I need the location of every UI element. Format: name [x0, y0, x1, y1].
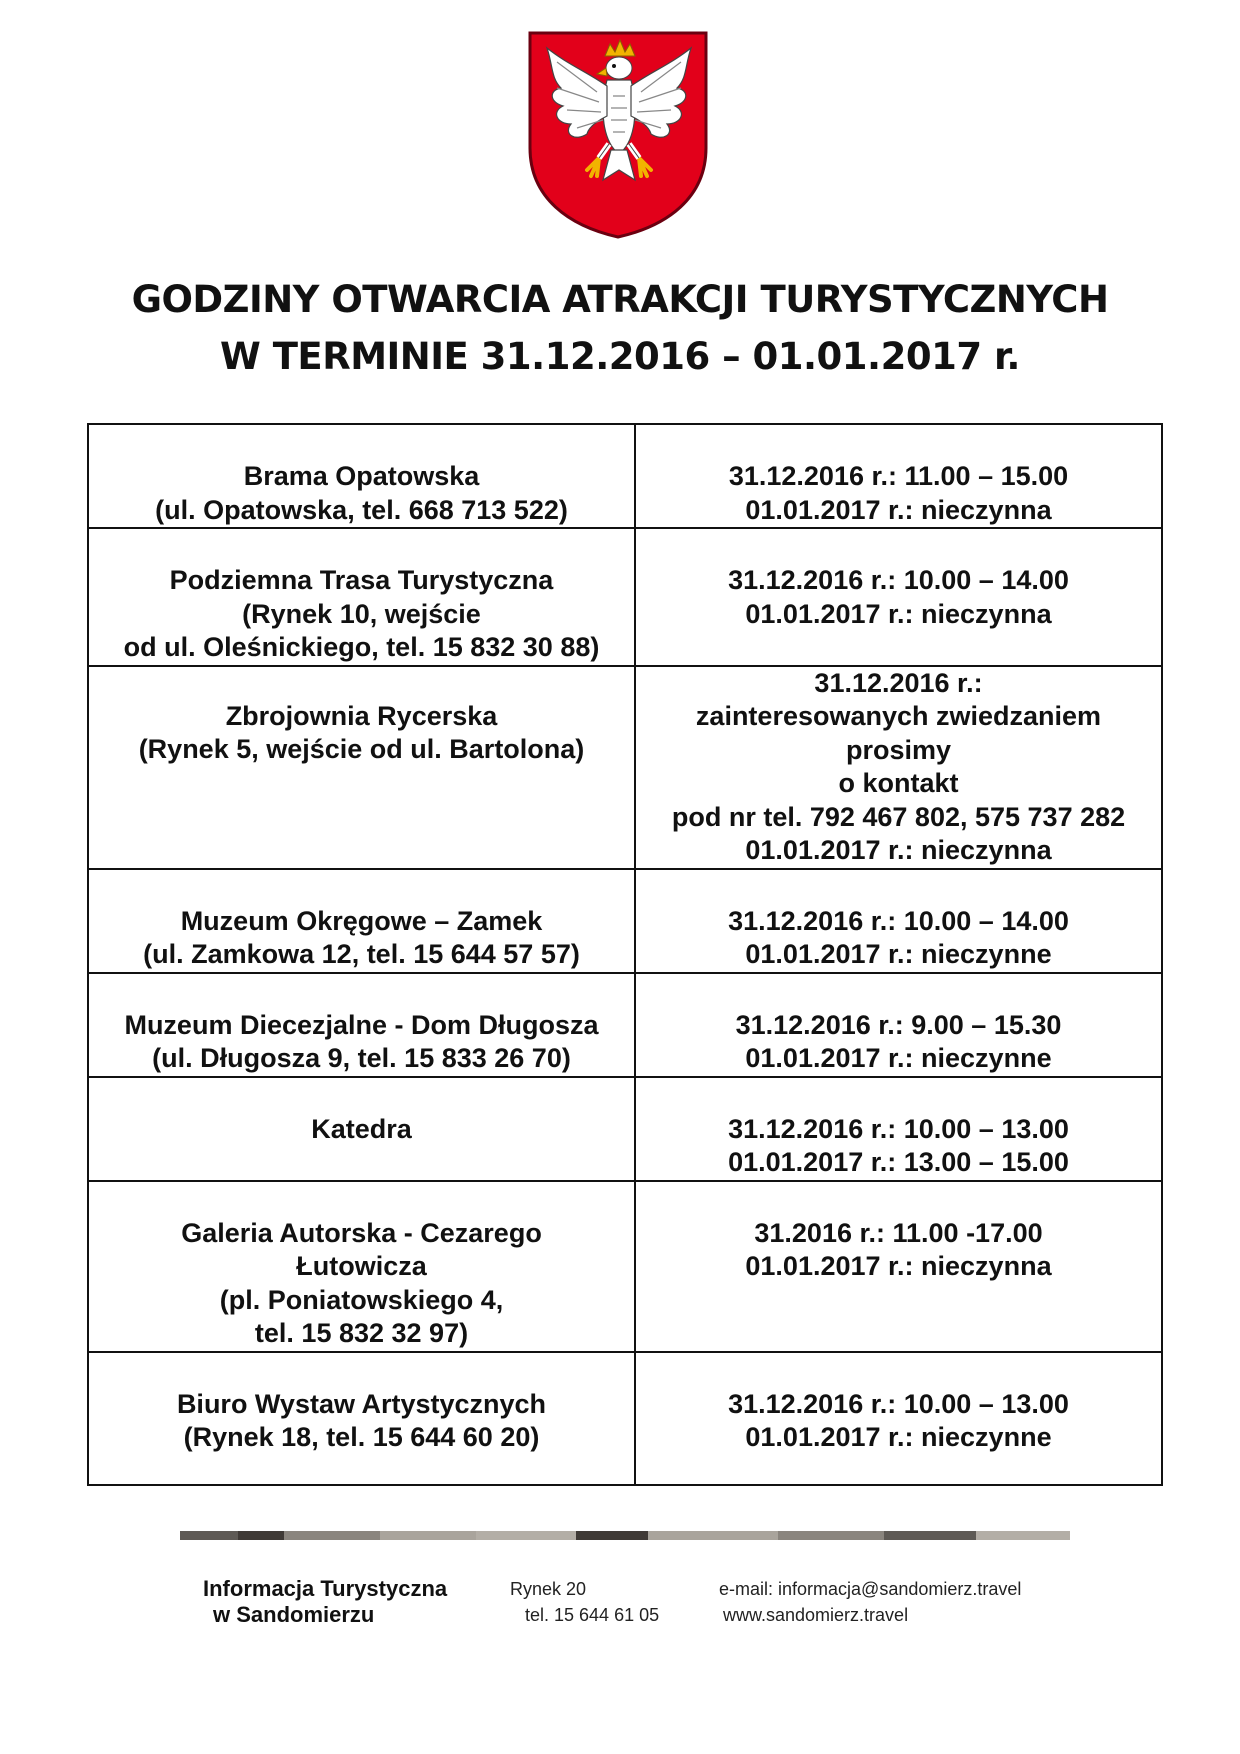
coat-of-arms — [527, 30, 709, 240]
footer-street: Rynek 20 — [510, 1579, 587, 1599]
divider-segment — [778, 1531, 884, 1540]
attraction-name: Brama Opatowska — [243, 461, 480, 491]
footer-contact — [719, 1576, 1021, 1628]
attraction-name: Biuro Wystaw Artystycznych — [176, 1388, 547, 1419]
attraction-name: Muzeum Okręgowe – Zamek — [180, 905, 543, 936]
table-row — [88, 1181, 1162, 1352]
hours-cell — [635, 1352, 1162, 1485]
attraction-address: tel. 15 832 32 97) — [254, 1318, 469, 1348]
attraction-address: od ul. Oleśnickiego, tel. 15 832 30 88) — [123, 632, 600, 662]
attraction-address: (ul. Zamkowa 12, tel. 15 644 57 57) — [143, 939, 580, 969]
hours-line: 01.01.2017 r.: nieczynne — [745, 1422, 1052, 1452]
hours-line: 01.01.2017 r.: nieczynna — [745, 494, 1052, 525]
attraction-name: Podziemna Trasa Turystyczna — [169, 565, 554, 595]
attraction-address: (Rynek 5, wejście od ul. Bartolona) — [138, 734, 585, 764]
footer-org-line: w Sandomierzu — [213, 1602, 375, 1627]
attraction-address: (ul. Opatowska, tel. 668 713 522) — [155, 494, 568, 525]
table-row — [88, 528, 1162, 666]
footer-organization — [203, 1576, 447, 1628]
hours-line: 31.12.2016 r.: 10.00 – 14.00 — [728, 905, 1069, 936]
hours-line: zainteresowanych zwiedzaniem — [695, 701, 1102, 731]
divider-segment — [576, 1531, 648, 1540]
footer-email-link[interactable]: e-mail: informacja@sandomierz.travel — [719, 1579, 1022, 1599]
divider-segment — [284, 1531, 380, 1540]
attraction-name: Muzeum Diecezjalne - Dom Długosza — [124, 1009, 599, 1040]
attraction-cell — [88, 1352, 635, 1485]
hours-line: 01.01.2017 r.: nieczynne — [745, 939, 1052, 969]
attraction-name: Łutowicza — [296, 1251, 427, 1281]
hours-cell — [635, 973, 1162, 1077]
hours-line: 31.12.2016 r.: 10.00 – 13.00 — [728, 1388, 1069, 1419]
hours-line: 01.01.2017 r.: nieczynna — [745, 1251, 1052, 1281]
hours-line: 31.12.2016 r.: 10.00 – 14.00 — [728, 565, 1069, 595]
footer-address — [510, 1576, 659, 1628]
hours-line: 01.01.2017 r.: 13.00 – 15.00 — [728, 1147, 1069, 1177]
table-row — [88, 666, 1162, 869]
table-row — [88, 973, 1162, 1077]
divider-segment — [380, 1531, 476, 1540]
table-row — [88, 1352, 1162, 1485]
hours-line: 31.12.2016 r.: 10.00 – 13.00 — [728, 1113, 1069, 1144]
hours-line: 31.12.2016 r.: — [814, 667, 983, 698]
page-title-line-1: GODZINY OTWARCIA ATRAKCJI TURYSTYCZNYCH — [131, 278, 1109, 321]
opening-hours-table — [87, 423, 1163, 1486]
hours-cell — [635, 1181, 1162, 1352]
hours-line: prosimy — [845, 734, 952, 765]
footer-divider — [180, 1531, 1070, 1540]
attraction-cell — [88, 528, 635, 666]
table-row — [88, 1077, 1162, 1181]
table-row — [88, 869, 1162, 973]
hours-cell — [635, 869, 1162, 973]
page-title-line-2: W TERMINIE 31.12.2016 – 01.01.2017 r. — [220, 335, 1020, 378]
divider-segment — [884, 1531, 976, 1540]
attraction-name: Galeria Autorska - Cezarego — [181, 1217, 542, 1248]
attraction-name: Zbrojownia Rycerska — [225, 700, 498, 731]
hours-cell — [635, 1077, 1162, 1181]
hours-line: 31.12.2016 r.: 9.00 – 15.30 — [735, 1009, 1062, 1040]
attraction-cell — [88, 1077, 635, 1181]
attraction-cell — [88, 666, 635, 869]
hours-cell — [635, 528, 1162, 666]
attraction-cell — [88, 424, 635, 528]
attraction-address: (Rynek 10, wejście — [242, 598, 481, 629]
attraction-address: (Rynek 18, tel. 15 644 60 20) — [183, 1422, 540, 1452]
attraction-cell — [88, 1181, 635, 1352]
attraction-cell — [88, 869, 635, 973]
attraction-address: (ul. Długosza 9, tel. 15 833 26 70) — [152, 1043, 571, 1073]
hours-line: o kontakt — [838, 768, 959, 798]
hours-line: pod nr tel. 792 467 802, 575 737 282 — [671, 801, 1126, 832]
divider-segment — [976, 1531, 1070, 1540]
footer-org-line: Informacja Turystyczna — [203, 1576, 448, 1601]
hours-cell — [635, 424, 1162, 528]
attraction-name: Katedra — [311, 1113, 412, 1144]
hours-line: 01.01.2017 r.: nieczynna — [745, 835, 1052, 865]
divider-segment — [238, 1531, 284, 1540]
attraction-address: (pl. Poniatowskiego 4, — [219, 1284, 504, 1315]
hours-line: 01.01.2017 r.: nieczynna — [745, 598, 1052, 629]
hours-line: 31.2016 r.: 11.00 -17.00 — [754, 1217, 1043, 1248]
divider-segment — [180, 1531, 238, 1540]
footer-website-link[interactable]: www.sandomierz.travel — [723, 1605, 909, 1625]
divider-segment — [476, 1531, 576, 1540]
footer-phone: tel. 15 644 61 05 — [525, 1605, 660, 1625]
hours-line: 31.12.2016 r.: 11.00 – 15.00 — [728, 461, 1069, 491]
attraction-cell — [88, 973, 635, 1077]
hours-cell — [635, 666, 1162, 869]
hours-line: 01.01.2017 r.: nieczynne — [745, 1043, 1052, 1073]
polish-white-eagle-crest-icon — [527, 30, 709, 240]
table-row — [88, 424, 1162, 528]
divider-segment — [648, 1531, 778, 1540]
